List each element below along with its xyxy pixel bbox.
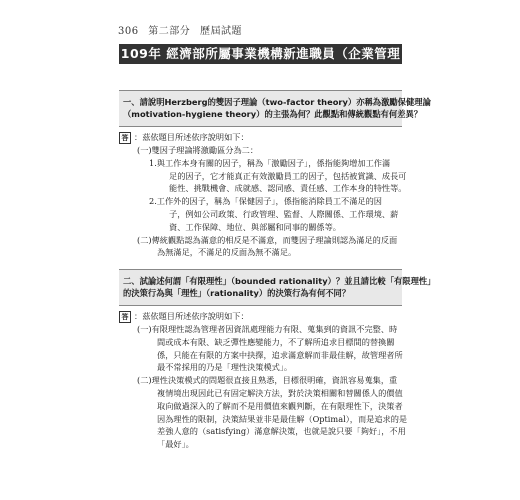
answer-line: 差強人意的（satisfying）滿意解決策，也就是說只要「夠好」，不用	[157, 426, 406, 437]
answer-line: 取向做過深入的了解而不是用價值來觀判斷，在有限理性下，決策者	[157, 400, 403, 411]
answer-intro: ：茲依題目所述依序說明如下：	[134, 311, 249, 321]
answer-line: 能性、挑戰機會、成就感、認同感、責任感、工作本身的特性等。	[169, 183, 407, 194]
answer-line: 足的因子，它才能真正有效激勵員工的因子，包括被賞識、成長可	[169, 170, 407, 181]
answer-intro: ：茲依題目所述依序說明如下：	[134, 132, 249, 142]
answer-label-icon: 答	[119, 132, 131, 144]
answer-line: 子，例如公司政策、行政管理、監督、人際關係、工作環境、薪	[169, 208, 399, 219]
answer-line: (二)理性決策模式的問題很直接且熟悉，目標很明確，資訊容易蒐集，重	[137, 375, 398, 386]
answer-line: 係，只能在有限的方案中抉擇，追求滿意解而非最佳解，故管理者所	[157, 349, 403, 360]
answer-line: (二)傳統觀點認為滿意的相反是不滿意，而雙因子理論則認為滿足的反面	[137, 234, 398, 245]
question-line: 的決策行為與「理性」（rationality）的決策行為有何不同？	[123, 288, 351, 298]
part-label: 第二部分	[148, 26, 191, 37]
question-line: 一、請說明Herzberg的雙因子理論（two-factor theory）亦稱為激勵保健理論	[123, 97, 431, 107]
answer-1	[119, 131, 409, 259]
answer-line: 資、工作保障、地位、與部屬和同事的關係等。	[169, 221, 341, 232]
question-2	[119, 269, 436, 306]
answer-line: (一)有限理性認為管理者因資訊處理能力有限、蒐集到的資訊不完整、時	[137, 324, 398, 334]
answer-line: 因為理性的限制，決策結果並非是最佳解（Optimal），而是追求的是	[157, 413, 408, 424]
answer-2	[119, 310, 409, 451]
section-label: 歷屆試題	[199, 26, 242, 37]
answer-line: 「最好」。	[157, 439, 194, 450]
exam-title: 109年 經濟部所屬事業機構新進職員（企業管理概要）	[120, 46, 401, 81]
answer-line: (一)雙因子理論將激勵區分為二：	[137, 145, 259, 155]
answer-label-icon: 答	[119, 311, 131, 323]
answer-line: 1.與工作本身有關的因子，稱為「激勵因子」，係指能夠增加工作滿	[149, 157, 391, 168]
question-line: （motivation-hygiene theory）的主張為何？此觀點和傳統觀點有何差異？	[123, 109, 423, 119]
question-line: 二、試論述何謂「有限理性」（bounded rationality）？並且請比較「有限理性」	[123, 276, 436, 286]
answer-line: 為無滿足，不滿足的反面為無不滿足。	[157, 247, 297, 258]
question-1	[119, 90, 431, 127]
answer-line: 2.工作外的因子，稱為「保健因子」，係指能消除員工不滿足的因	[149, 196, 382, 207]
answer-line: 複情境出現因此已有固定解決方法，對於決策相關和替關係人的價值	[157, 387, 403, 398]
page-number: 306	[118, 26, 139, 37]
page-header	[118, 22, 248, 37]
answer-line: 最不常採用的乃是「理性決策模式」。	[157, 362, 293, 373]
answer-line: 間或成本有限、缺乏彈性應變能力，不了解所追求目標間的替換關	[157, 336, 395, 347]
